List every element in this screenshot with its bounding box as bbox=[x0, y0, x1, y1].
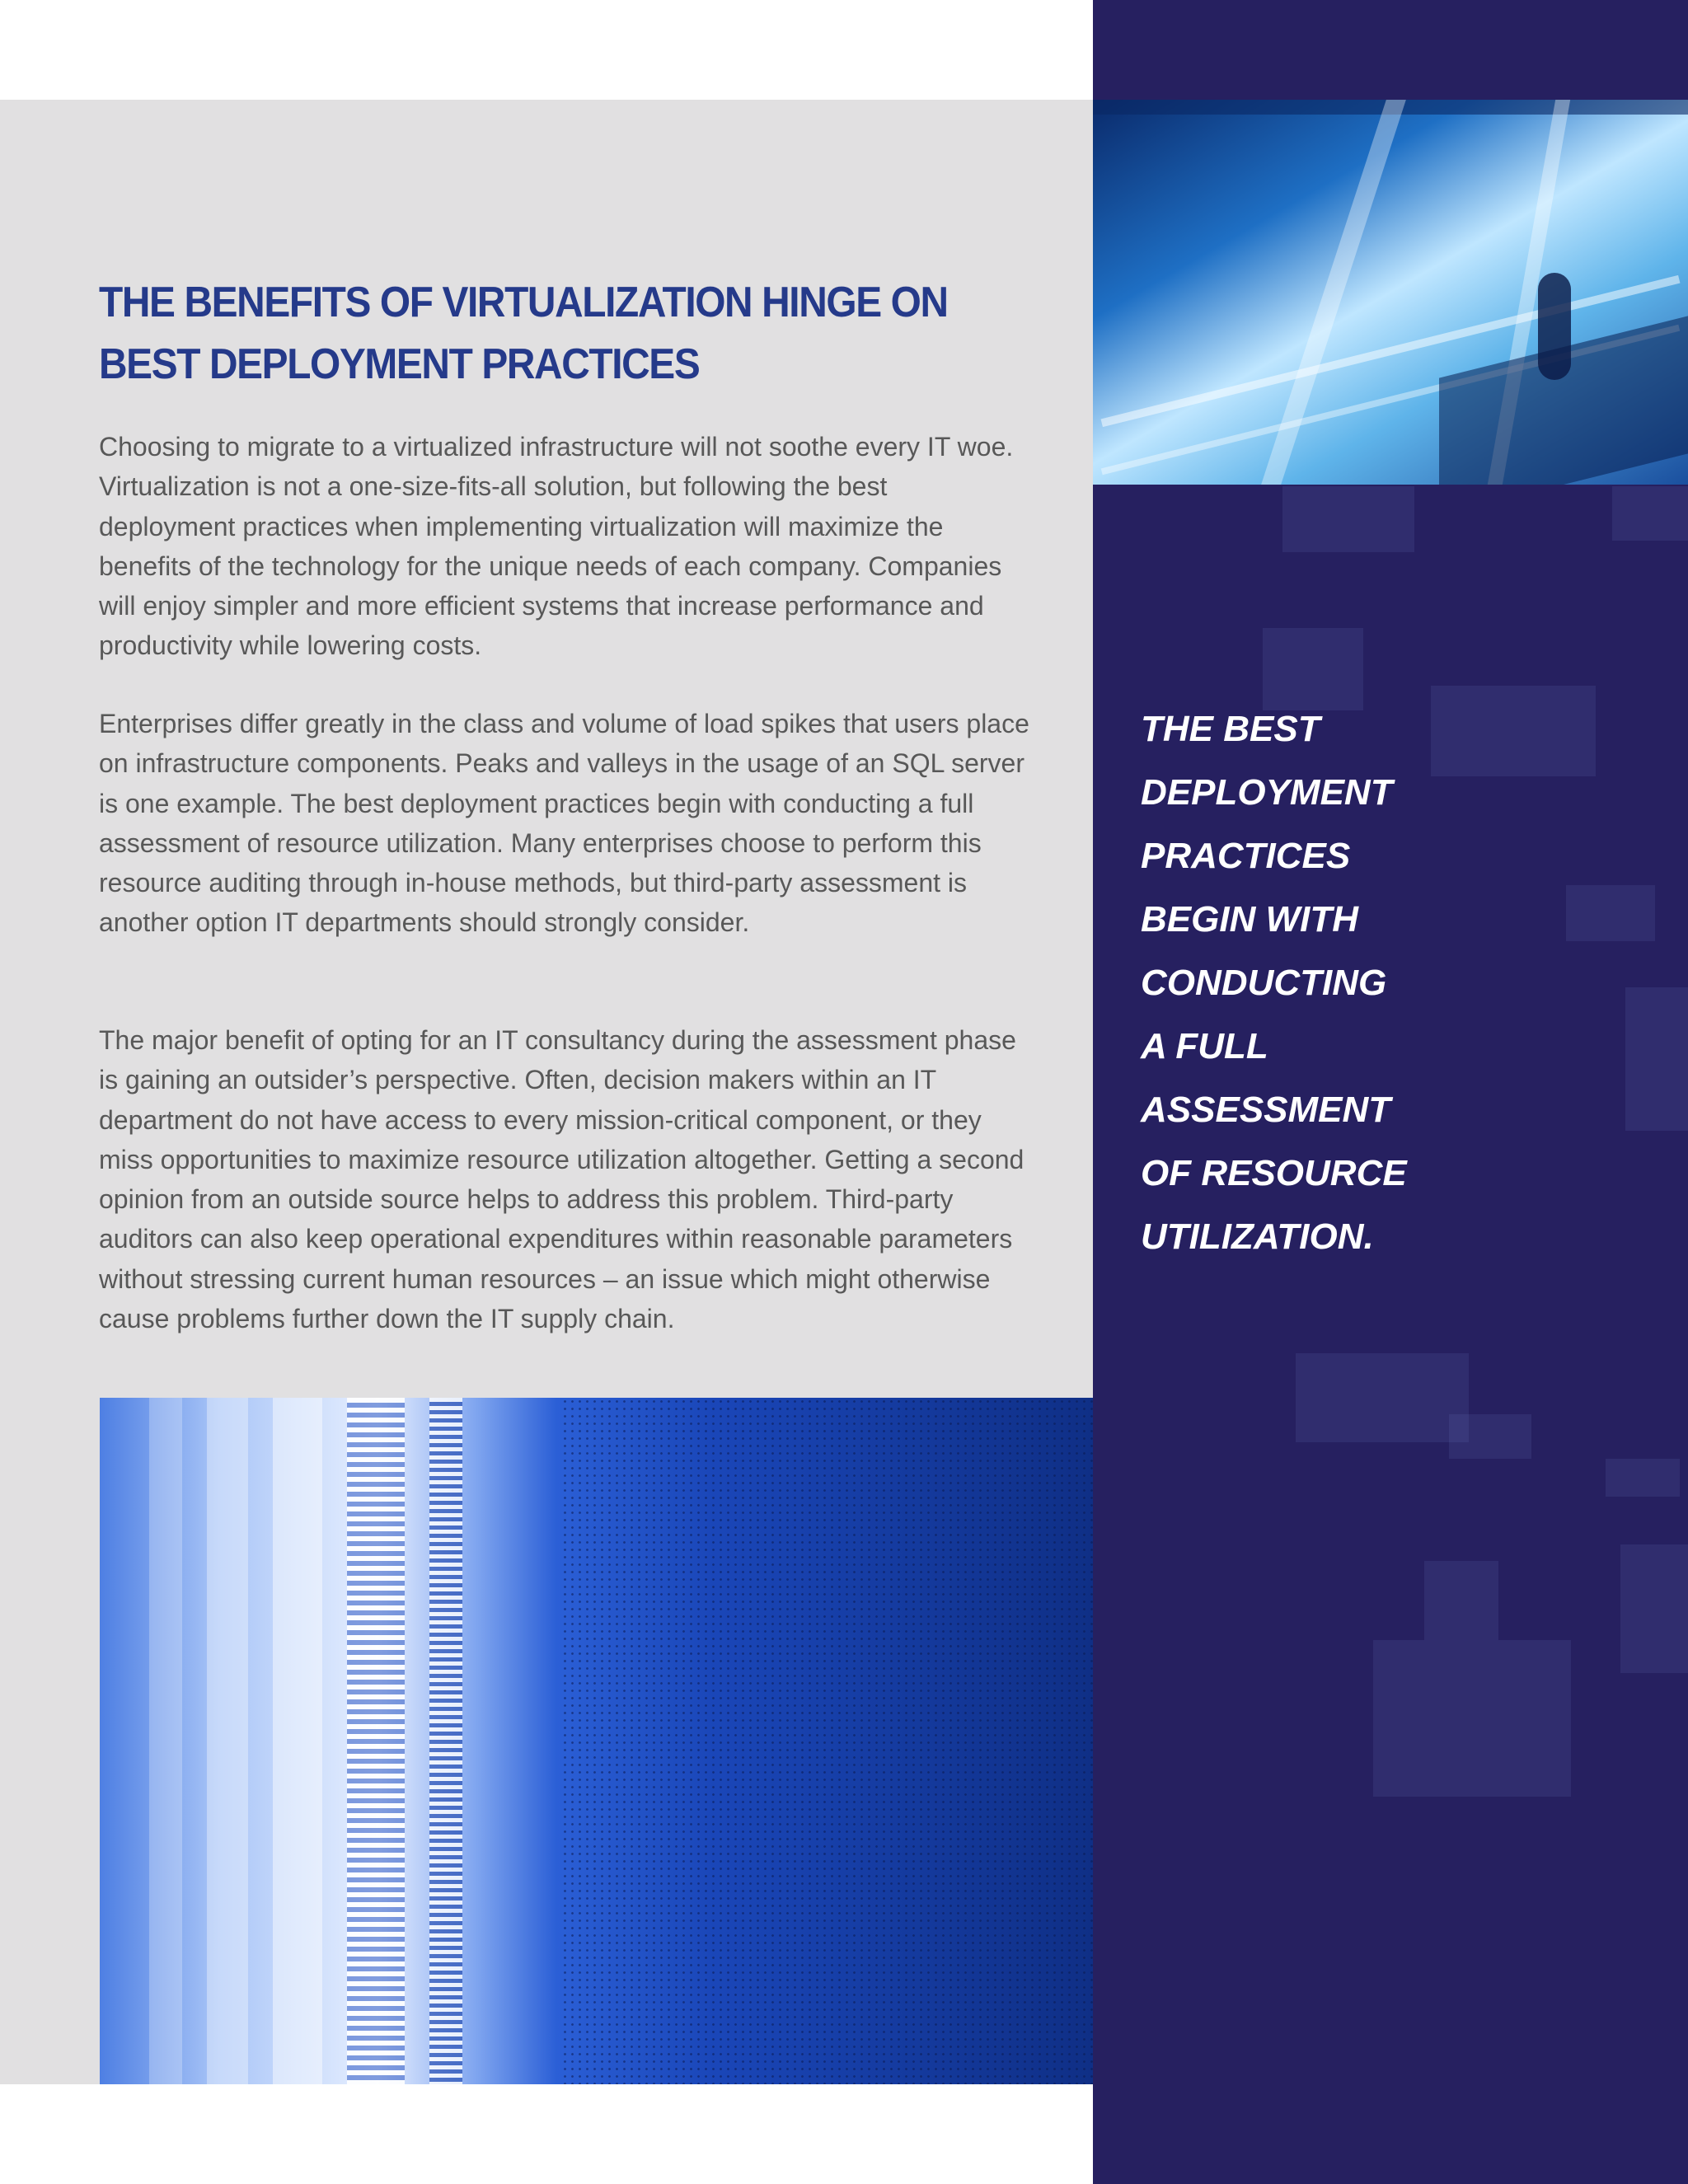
article-heading: THE BENEFITS OF VIRTUALIZATION HINGE ON BEST DEPLOYMENT PRACTICES bbox=[99, 279, 948, 388]
pull-quote: THE BEST DEPLOYMENT PRACTICES BEGIN WITH CONDUCTING A FULL ASSESSMENT OF RESOURCE UTILIZATION. bbox=[1141, 709, 1407, 1257]
decorative-square bbox=[1424, 1561, 1498, 1640]
decorative-square bbox=[1606, 1459, 1680, 1497]
body-paragraph: Choosing to migrate to a virtualized infrastructure will not soothe every IT woe. Virtualization is not a one-size-fits-all solution, but following the best deployment practices when implementing virtualization will maximize the benefits of the technology for the unique needs of each company. Companies will enjoy simpler and more efficient systems that increase performance and productivity while lowering costs. bbox=[99, 432, 1014, 661]
decorative-square bbox=[1625, 987, 1688, 1131]
escalator-photo bbox=[1093, 100, 1688, 485]
decorative-square bbox=[1612, 486, 1688, 541]
server-rack-photo bbox=[100, 1398, 1093, 2084]
body-paragraph: The major benefit of opting for an IT consultancy during the assessment phase is gaining an outsider’s perspective. Often, decision makers within an IT department do not have access to every mission-critical component, or they miss opportunities to maximize resource utilization altogether. Getting a second opinion from an outside source helps to address this problem. Third-party auditors can also keep operational expenditures within reasonable parameters without stressing current human resources – an issue which might otherwise cause problems further down the IT supply chain. bbox=[99, 1025, 1025, 1334]
decorative-square bbox=[1282, 486, 1414, 552]
decorative-square bbox=[1296, 1353, 1469, 1442]
body-paragraph: Enterprises differ greatly in the class and volume of load spikes that users place on infrastructure components. Peaks and valleys in the usage of an SQL server is one example. The best deployment practices begin with conducting a full assessment of resource utilization. Many enterprises choose to perform this resource auditing through in-house methods, but third-party assessment is another option IT departments should strongly consider. bbox=[99, 709, 1029, 938]
decorative-square bbox=[1449, 1414, 1531, 1459]
decorative-square bbox=[1373, 1640, 1571, 1797]
decorative-square bbox=[1620, 1544, 1688, 1673]
